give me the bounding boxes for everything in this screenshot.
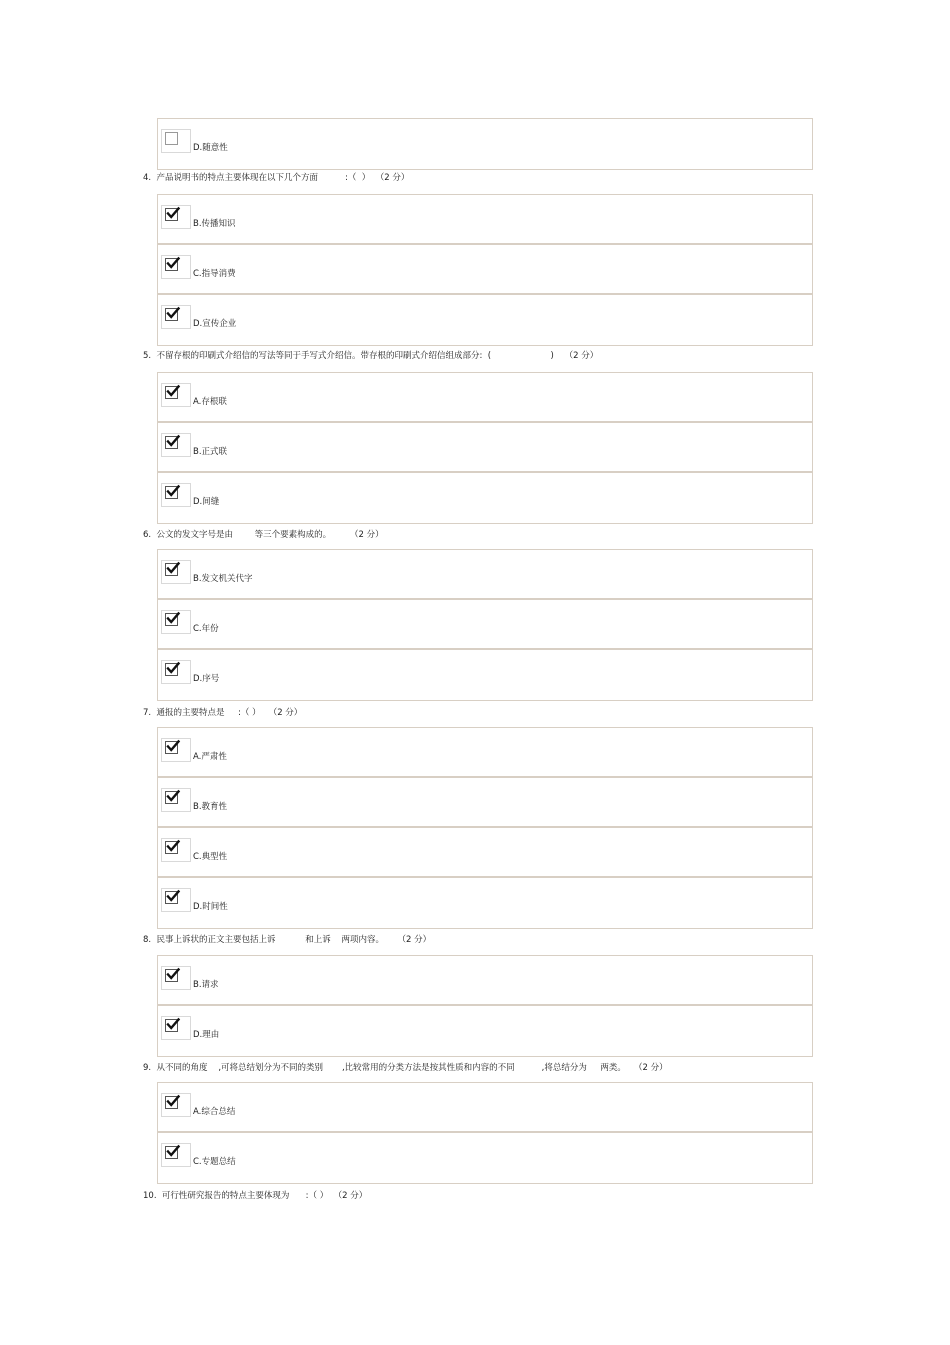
option-group [157, 955, 813, 1057]
option-label: D.理由 [193, 1030, 220, 1040]
checkbox-checked[interactable] [165, 791, 178, 804]
option-row[interactable] [158, 119, 812, 169]
option-label: D.宣传企业 [193, 319, 237, 329]
option-row[interactable] [158, 550, 812, 600]
option-row[interactable] [158, 778, 812, 828]
option-group [157, 1082, 813, 1184]
checkbox-frame [161, 788, 191, 812]
option-label: B.请求 [193, 980, 219, 990]
option-label: C.典型性 [193, 852, 228, 862]
option-row[interactable] [158, 728, 812, 778]
checkbox-frame [161, 129, 191, 153]
checkbox-checked[interactable] [165, 1146, 178, 1159]
checkbox-frame [161, 1093, 191, 1117]
checkbox-frame [161, 838, 191, 862]
checkbox-checked[interactable] [165, 258, 178, 271]
option-group [157, 727, 813, 929]
checkbox-frame [161, 560, 191, 584]
option-group [157, 372, 813, 524]
option-label: B.教育性 [193, 802, 228, 812]
option-row[interactable] [158, 1083, 812, 1133]
option-row[interactable] [158, 956, 812, 1006]
option-label: D.时间性 [193, 902, 228, 912]
checkbox-frame [161, 738, 191, 762]
checkbox-frame [161, 660, 191, 684]
option-label: C.专题总结 [193, 1157, 236, 1167]
checkbox-checked[interactable] [165, 663, 178, 676]
option-row[interactable] [158, 295, 812, 345]
checkbox-frame [161, 1016, 191, 1040]
question-text: 4. 产品说明书的特点主要体现在以下几个方面 :（ ） （2 分） [143, 173, 410, 183]
checkbox-checked[interactable] [165, 308, 178, 321]
checkbox-frame [161, 383, 191, 407]
option-label: C.指导消费 [193, 269, 236, 279]
option-row[interactable] [158, 473, 812, 523]
checkbox-checked[interactable] [165, 969, 178, 982]
checkbox-checked[interactable] [165, 208, 178, 221]
question-text: 10. 可行性研究报告的特点主要体现为 :（ ） （2 分） [143, 1191, 368, 1201]
option-row[interactable] [158, 423, 812, 473]
checkbox-frame [161, 966, 191, 990]
checkbox-frame [161, 483, 191, 507]
option-row[interactable] [158, 650, 812, 700]
checkbox-checked[interactable] [165, 841, 178, 854]
question-text: 7. 通报的主要特点是 :（ ） （2 分） [143, 708, 303, 718]
option-label: A.存根联 [193, 397, 227, 407]
option-label: A.综合总结 [193, 1107, 236, 1117]
option-row[interactable] [158, 195, 812, 245]
option-label: B.发文机关代字 [193, 574, 253, 584]
checkbox-frame [161, 433, 191, 457]
question-text: 6. 公文的发文字号是由 等三个要素构成的。 （2 分） [143, 530, 384, 540]
option-group [157, 549, 813, 701]
checkbox-checked[interactable] [165, 1019, 178, 1032]
question-text: 8. 民事上诉状的正文主要包括上诉 和上诉 两项内容。 （2 分） [143, 935, 432, 945]
option-row[interactable] [158, 600, 812, 650]
question-text: 5. 不留存根的印刷式介绍信的写法等同于手写式介绍信。带存根的印刷式介绍信组成部分: ( ) （2 分） [143, 351, 599, 361]
checkbox-unchecked[interactable] [165, 132, 178, 145]
option-label: B.传播知识 [193, 219, 236, 229]
option-label: D.序号 [193, 674, 220, 684]
option-label: D.间缝 [193, 497, 220, 507]
option-group [157, 194, 813, 346]
checkbox-checked[interactable] [165, 436, 178, 449]
checkbox-checked[interactable] [165, 486, 178, 499]
option-row[interactable] [158, 828, 812, 878]
checkbox-frame [161, 888, 191, 912]
checkbox-checked[interactable] [165, 891, 178, 904]
question-text: 9. 从不同的角度 ,可将总结划分为不同的类别 ,比较常用的分类方法是按其性质和内容的不同 ,将总结分为 两类。 （2 分） [143, 1063, 668, 1073]
checkbox-checked[interactable] [165, 613, 178, 626]
option-label: D.随意性 [193, 143, 228, 153]
option-row[interactable] [158, 245, 812, 295]
checkbox-frame [161, 610, 191, 634]
checkbox-checked[interactable] [165, 1096, 178, 1109]
checkbox-frame [161, 255, 191, 279]
checkbox-checked[interactable] [165, 563, 178, 576]
checkbox-frame [161, 305, 191, 329]
checkbox-frame [161, 205, 191, 229]
option-label: C.年份 [193, 624, 219, 634]
option-label: B.正式联 [193, 447, 228, 457]
checkbox-checked[interactable] [165, 386, 178, 399]
option-row[interactable] [158, 1006, 812, 1056]
option-row[interactable] [158, 373, 812, 423]
checkbox-frame [161, 1143, 191, 1167]
checkbox-checked[interactable] [165, 741, 178, 754]
option-row[interactable] [158, 878, 812, 928]
option-row[interactable] [158, 1133, 812, 1183]
option-label: A.严肃性 [193, 752, 227, 762]
option-group [157, 118, 813, 170]
